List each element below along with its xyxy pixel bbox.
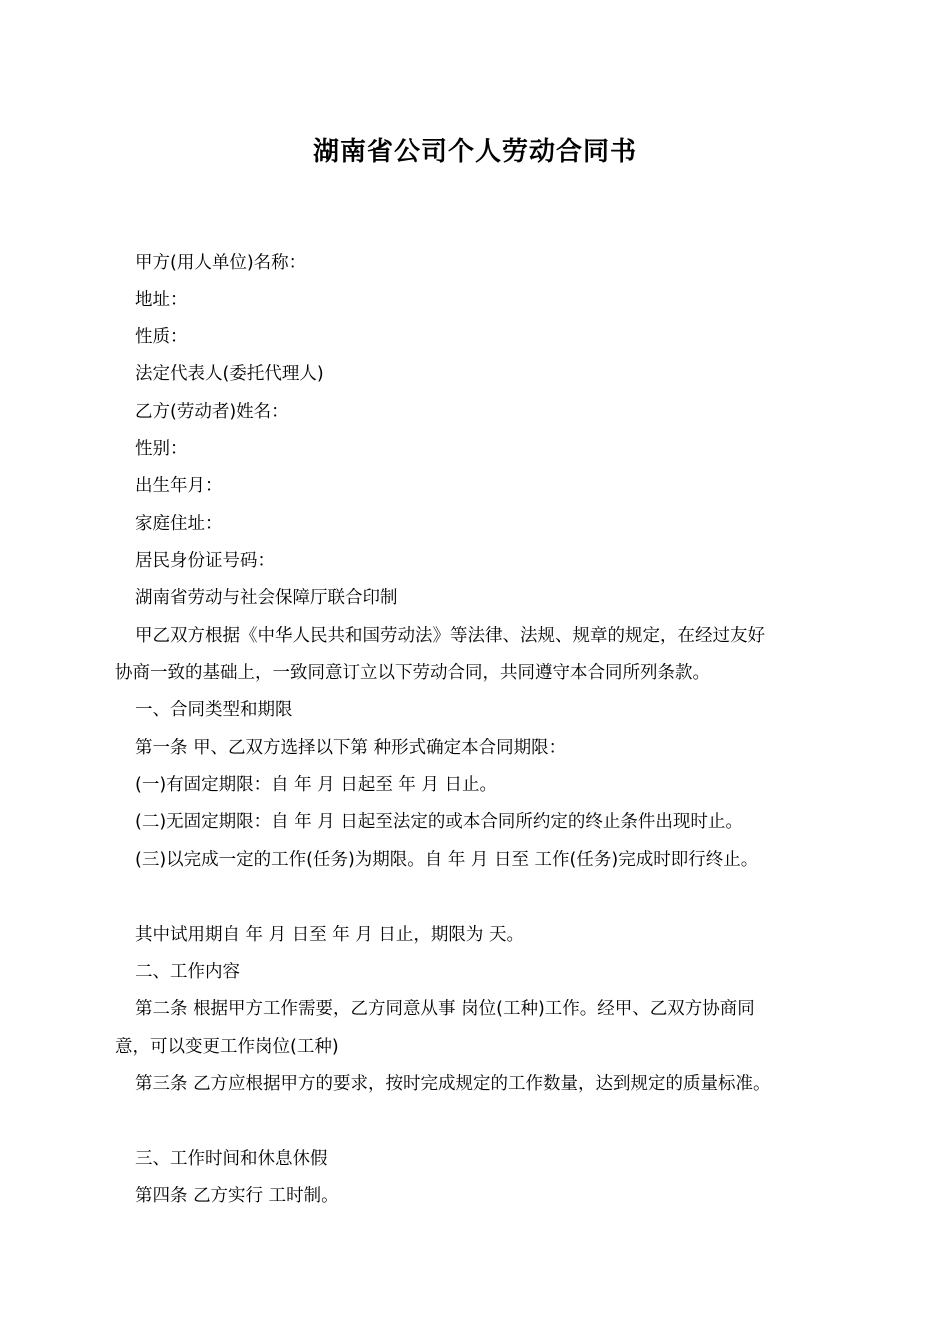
party-b-name-field: 乙方(劳动者)姓名： [135, 402, 289, 422]
id-number-field: 居民身份证号码： [135, 551, 275, 571]
preamble-paragraph-line-1: 甲乙双方根据《中华人民共和国劳动法》等法律、法规、规章的规定，在经过友好 [135, 626, 765, 646]
article-1: 第一条 甲、乙双方选择以下第 种形式确定本合同期限： [135, 738, 567, 758]
preamble-paragraph-line-2: 协商一致的基础上，一致同意订立以下劳动合同，共同遵守本合同所列条款。 [115, 663, 710, 683]
gender-field: 性别： [135, 439, 188, 459]
probation-period: 其中试用期自 年 月 日至 年 月 日止，期限为 天。 [135, 925, 524, 945]
section-heading-1: 一、合同类型和期限 [135, 700, 293, 720]
section-heading-2: 二、工作内容 [135, 962, 240, 982]
option-task-term: (三)以完成一定的工作(任务)为期限。自 年 月 日至 工作(任务)完成时即行终止。 [135, 850, 759, 870]
article-3: 第三条 乙方应根据甲方的要求，按时完成规定的工作数量，达到规定的质量标准。 [135, 1074, 771, 1094]
party-a-nature-field: 性质： [135, 327, 188, 347]
article-2-line-2: 意，可以变更工作岗位(工种) [115, 1037, 339, 1057]
option-open-term: (二)无固定期限：自 年 月 日起至法定的或本合同所约定的终止条件出现时止。 [135, 812, 743, 832]
section-heading-3: 三、工作时间和休息休假 [135, 1149, 328, 1169]
birth-date-field: 出生年月： [135, 476, 223, 496]
article-4: 第四条 乙方实行 工时制。 [135, 1186, 339, 1206]
document-title: 湖南省公司个人劳动合同书 [312, 137, 637, 167]
legal-representative-field: 法定代表人(委托代理人) [135, 364, 324, 384]
printer-note: 湖南省劳动与社会保障厅联合印制 [135, 588, 398, 608]
article-2-line-1: 第二条 根据甲方工作需要，乙方同意从事 岗位(工种)工作。经甲、乙双方协商同 [135, 999, 755, 1019]
party-a-address-field: 地址： [135, 290, 188, 310]
option-fixed-term: (一)有固定期限：自 年 月 日起至 年 月 日止。 [135, 775, 498, 795]
party-a-name-field: 甲方(用人单位)名称： [135, 253, 307, 273]
home-address-field: 家庭住址： [135, 514, 223, 534]
